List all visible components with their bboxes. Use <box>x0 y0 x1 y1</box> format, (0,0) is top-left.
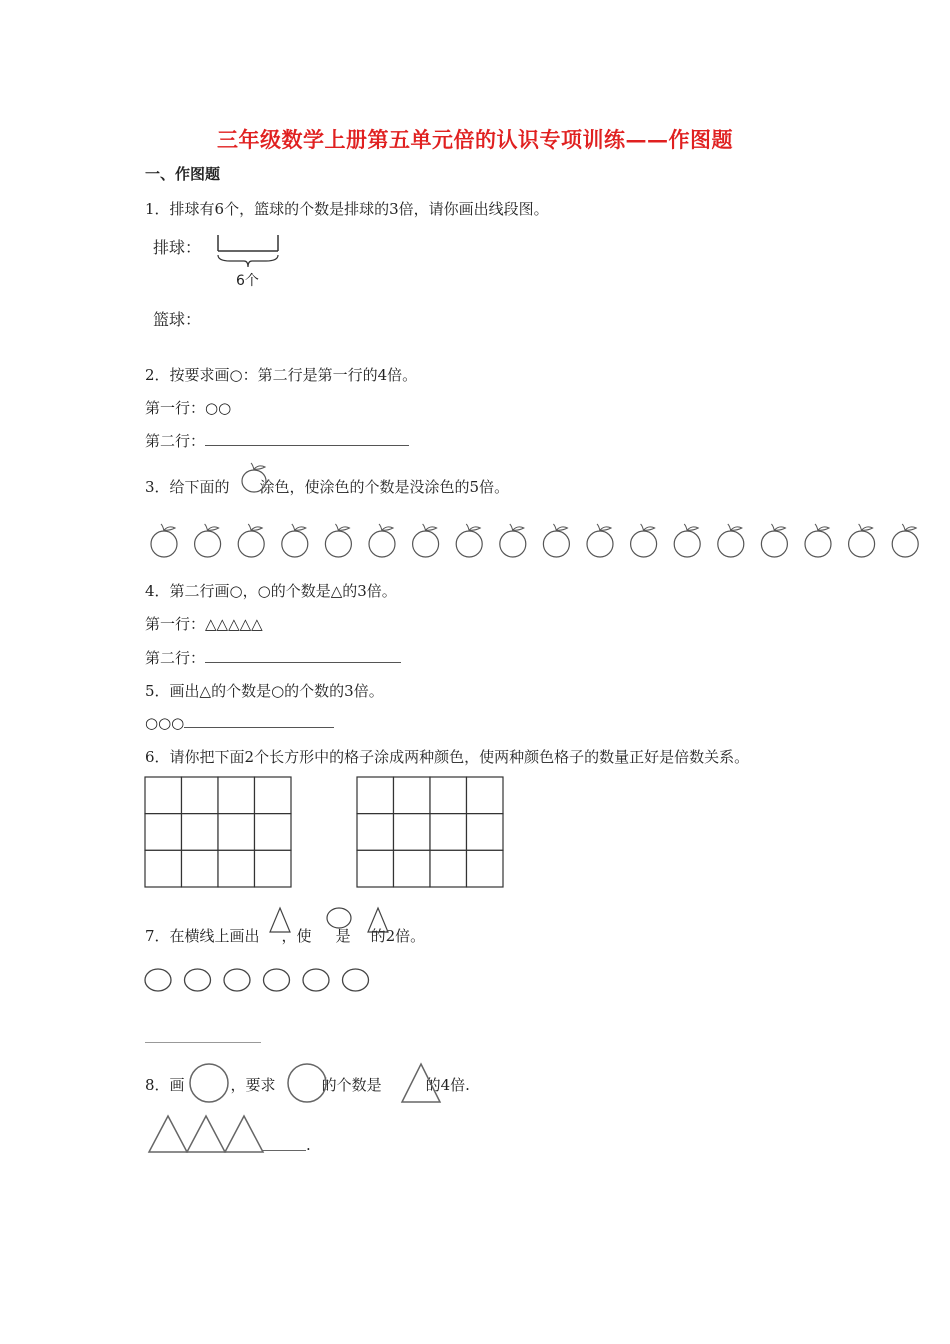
question-1-text: 1．排球有6个，篮球的个数是排球的3倍，请你画出线段图。 <box>145 200 549 218</box>
apple-icon[interactable] <box>892 524 918 557</box>
triangle-icon <box>400 1062 442 1104</box>
apple-icon[interactable] <box>238 524 264 557</box>
q4-row2-label: 第二行： <box>145 649 206 667</box>
volleyball-segment <box>210 233 290 273</box>
ellipse-row <box>144 966 384 994</box>
grid-cell[interactable] <box>357 814 394 851</box>
ellipse-shape <box>224 969 250 991</box>
apple-icon[interactable] <box>805 524 831 557</box>
q8-part-1: 8．画 <box>145 1076 185 1094</box>
page-title: 三年级数学上册第五单元倍的认识专项训练——作图题 <box>217 127 733 152</box>
apple-icon <box>240 462 270 494</box>
grid-cell[interactable] <box>357 850 394 887</box>
question-5-text: 5．画出△的个数是○的个数的3倍。 <box>145 682 384 700</box>
q4-row1-label: 第一行： <box>145 615 206 633</box>
q2-answer-line[interactable] <box>205 431 409 446</box>
ellipse-shape <box>145 969 171 991</box>
apple-icon[interactable] <box>151 524 177 557</box>
q7-part-2: ，使 <box>281 927 312 945</box>
grid-cell[interactable] <box>357 777 394 814</box>
grid-rectangle-1[interactable] <box>144 776 292 888</box>
triangle-icon <box>366 906 390 934</box>
apple-icon[interactable] <box>674 524 700 557</box>
segment-label: 6个 <box>236 273 259 289</box>
grid-cell[interactable] <box>255 777 292 814</box>
q8-answer-line[interactable] <box>262 1150 306 1151</box>
ellipse-shape <box>264 969 290 991</box>
circle-icon <box>188 1062 230 1104</box>
q2-row2-label: 第二行： <box>145 432 206 450</box>
q8-triangle-row <box>147 1114 267 1156</box>
grid-cell[interactable] <box>467 814 504 851</box>
apple-icon[interactable] <box>631 524 657 557</box>
q4-row2 <box>145 647 401 668</box>
circle-icon <box>286 1062 328 1104</box>
ellipse-shape <box>185 969 211 991</box>
apple-icon[interactable] <box>369 524 395 557</box>
grid-cell[interactable] <box>182 814 219 851</box>
q4-row1 <box>145 613 263 634</box>
grid-cell[interactable] <box>430 814 467 851</box>
triangle-shape <box>225 1116 263 1152</box>
apple-icon[interactable] <box>195 524 221 557</box>
q5-row <box>145 713 334 732</box>
ellipse-shape <box>343 969 369 991</box>
section-heading: 一、作图题 <box>145 165 221 183</box>
grid-rectangle-2[interactable] <box>356 776 504 888</box>
q5-answer-line[interactable] <box>184 713 334 728</box>
apple-icon[interactable] <box>761 524 787 557</box>
grid-cell[interactable] <box>430 777 467 814</box>
grid-cell[interactable] <box>394 814 431 851</box>
grid-cell[interactable] <box>467 850 504 887</box>
basketball-label: 篮球： <box>153 310 202 329</box>
q8-end-mark: . <box>306 1136 311 1154</box>
q8-part-2: ，要求 <box>230 1076 276 1094</box>
grid-cell[interactable] <box>467 777 504 814</box>
q2-row1-content: ○○ <box>205 399 232 417</box>
q3-text-before: 3．给下面的 <box>145 478 230 496</box>
grid-cell[interactable] <box>182 850 219 887</box>
question-4-text: 4．第二行画○，○的个数是△的3倍。 <box>145 582 397 600</box>
apple-icon[interactable] <box>413 524 439 557</box>
apple-icon[interactable] <box>282 524 308 557</box>
grid-cell[interactable] <box>145 814 182 851</box>
q7-part-3: 是 <box>335 927 351 945</box>
question-6-text: 6．请你把下面2个长方形中的格子涂成两种颜色，使两种颜色格子的数量正好是倍数关系。 <box>145 748 750 766</box>
grid-cell[interactable] <box>394 850 431 887</box>
ellipse-icon <box>326 906 352 930</box>
q8-part-4: 的4倍. <box>425 1076 470 1094</box>
q2-row1-label: 第一行： <box>145 399 206 417</box>
q4-answer-line[interactable] <box>205 648 401 663</box>
apple-icon[interactable] <box>718 524 744 557</box>
apple-icon[interactable] <box>849 524 875 557</box>
grid-cell[interactable] <box>218 850 255 887</box>
grid-cell[interactable] <box>145 777 182 814</box>
apple-icon[interactable] <box>325 524 351 557</box>
volleyball-label: 排球： <box>153 238 202 257</box>
question-3-text <box>145 476 509 497</box>
triangle-shape <box>187 1116 225 1152</box>
q7-answer-line[interactable] <box>145 1042 261 1043</box>
q3-text-after: 涂色，使涂色的个数是没涂色的5倍。 <box>259 478 510 496</box>
grid-cell[interactable] <box>394 777 431 814</box>
triangle-icon <box>268 906 292 934</box>
q8-part-3: 的个数是 <box>321 1076 382 1094</box>
grid-cell[interactable] <box>430 850 467 887</box>
grid-cell[interactable] <box>145 850 182 887</box>
apple-icon[interactable] <box>456 524 482 557</box>
ellipse-shape <box>303 969 329 991</box>
apple-row <box>145 520 935 562</box>
apple-icon[interactable] <box>500 524 526 557</box>
grid-cell[interactable] <box>255 814 292 851</box>
q7-part-1: 7．在横线上画出 <box>145 927 260 945</box>
grid-cell[interactable] <box>218 777 255 814</box>
grid-cell[interactable] <box>255 850 292 887</box>
q2-row1 <box>145 397 231 418</box>
apple-icon[interactable] <box>587 524 613 557</box>
apple-icon[interactable] <box>543 524 569 557</box>
q7-part-4: 的2倍。 <box>370 927 426 945</box>
q2-row2 <box>145 430 409 451</box>
grid-cell[interactable] <box>218 814 255 851</box>
triangle-shape <box>149 1116 187 1152</box>
grid-cell[interactable] <box>182 777 219 814</box>
q5-circles: ○○○ <box>145 714 185 732</box>
q4-row1-content: △△△△△ <box>205 615 263 633</box>
question-2-text: 2．按要求画○：第二行是第一行的4倍。 <box>145 366 418 384</box>
